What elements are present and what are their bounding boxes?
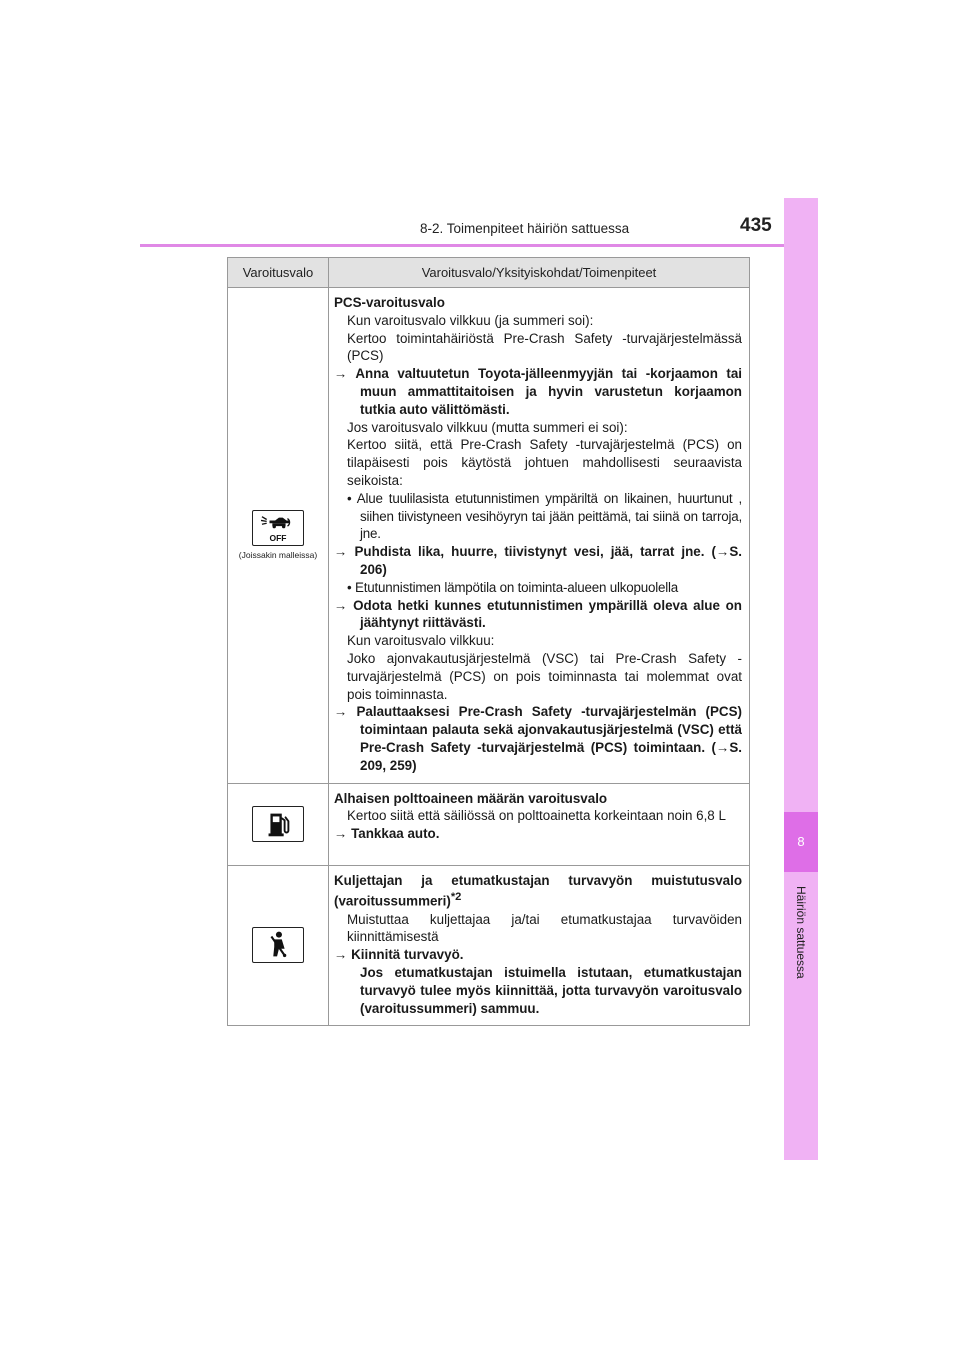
description-text: Muistuttaa kuljettajaa ja/tai etumatkustajaa turvavöiden kiinnittämisestä [347,911,742,945]
details-cell [329,288,750,784]
action-item: → Odota hetki kunnes etutunnistimen ympärillä oleva alue on jäähtynyt riittävästi. [334,597,742,631]
column-header-warning-light: Varoitusvalo [228,258,329,288]
chapter-sidebar [784,198,818,1160]
bullet-icon: • [347,490,352,506]
svg-text:OFF: OFF [269,533,287,544]
table-row [228,288,750,784]
icon-cell [228,783,329,865]
fuel-pump-icon [252,806,304,842]
details-cell [329,865,750,1026]
arrow-icon: → [334,366,348,382]
arrow-icon: → [334,544,348,560]
condition-text: Kun varoitusvalo vilkkuu: [347,633,495,649]
row-title: PCS-varoitusvalo [334,295,445,310]
bullet-item: • Alue tuulilasista etutunnistimen ympäriltä on likainen, huurtunut , siihen tiivistyneen vesihöyryn tai jään peittämä, tai siinä on tarroja, jne. [347,490,742,542]
table-header-row [228,258,750,288]
page-number: 435 [740,215,772,236]
description-text: Kertoo siitä että säiliössä on polttoainetta korkeintaan noin 6,8 L [347,808,726,824]
bullet-item: • Etutunnistimen lämpötila on toiminta-alueen ulkopuolella [347,579,679,595]
icon-note: (Joissakin malleissa) [238,550,318,561]
table-row [228,783,750,865]
description-text: Kertoo siitä, että Pre-Crash Safety -turvajärjestelmä (PCS) on tilapäisesti pois käytöstä johtuen mahdollisesti seuraavista seikoista: [347,437,742,488]
chapter-title: Häiriön sattuessa [794,886,808,979]
row-title: Kuljettajan ja etumatkustajan turvavyön muistutusvalo (varoitussummeri)$^{*2}$ [334,872,742,909]
column-header-details: Varoitusvalo/Yksityiskohdat/Toimenpiteet [329,258,750,288]
arrow-icon: → [334,704,348,720]
seatbelt-icon [252,927,304,963]
condition-text: Kun varoitusvalo vilkkuu (ja summeri soi): [347,312,594,328]
icon-cell [228,288,329,784]
row-title: Alhaisen polttoaineen määrän varoitusvalo [334,790,608,806]
action-item: → Anna valtuutetun Toyota-jälleenmyyjän tai -korjaamon tai muun ammattitaitoisen ja hyvin varustetun korjaamon tutkia auto välittömästi. [334,366,742,417]
warning-light-table [227,257,750,1026]
action-detail: Jos etumatkustajan istuimella istutaan, etumatkustajan turvavyö tulee myös kiinnittää, jotta turvavyön varoitusvalo (varoitussummeri) sammuu. [360,964,742,1016]
action-item: → Kiinnitä turvavyö. [334,947,464,963]
chapter-number: 8 [784,812,818,872]
arrow-icon: → [334,826,348,842]
condition-text: Jos varoitusvalo vilkkuu (mutta summeri ei soi): [347,419,628,435]
section-title: 8-2. Toimenpiteet häiriön sattuessa [420,221,630,236]
arrow-icon: → [334,597,348,613]
pcs-off-icon [252,510,304,546]
arrow-icon: → [334,947,348,963]
details-cell [329,783,750,865]
header-rule [140,244,818,247]
description-text: Joko ajonvakautusjärjestelmä (VSC) tai Pre-Crash Safety -turvajärjestelmä (PCS) on pois toiminnasta tai molemmat ovat pois toiminnasta. [347,650,742,702]
action-item: → Palauttaaksesi Pre-Crash Safety -turvajärjestelmän (PCS) toimintaan palauta sekä ajonvakautusjärjestelmä (VSC) että Pre-Crash Safety -turvajärjestelmä (PCS) toimintaan. (→S. 209, 259) [334,704,742,773]
bullet-icon: • [347,579,352,595]
footnote-marker: *2 [450,891,462,904]
icon-cell [228,865,329,1026]
action-item: → Tankkaa auto. [334,826,440,842]
table-row [228,865,750,1026]
description-text: Kertoo toimintahäiriöstä Pre-Crash Safety -turvajärjestelmässä (PCS) [347,330,742,364]
action-item: → Puhdista lika, huurre, tiivistynyt vesi, jää, tarrat jne. (→S. 206) [334,544,742,577]
